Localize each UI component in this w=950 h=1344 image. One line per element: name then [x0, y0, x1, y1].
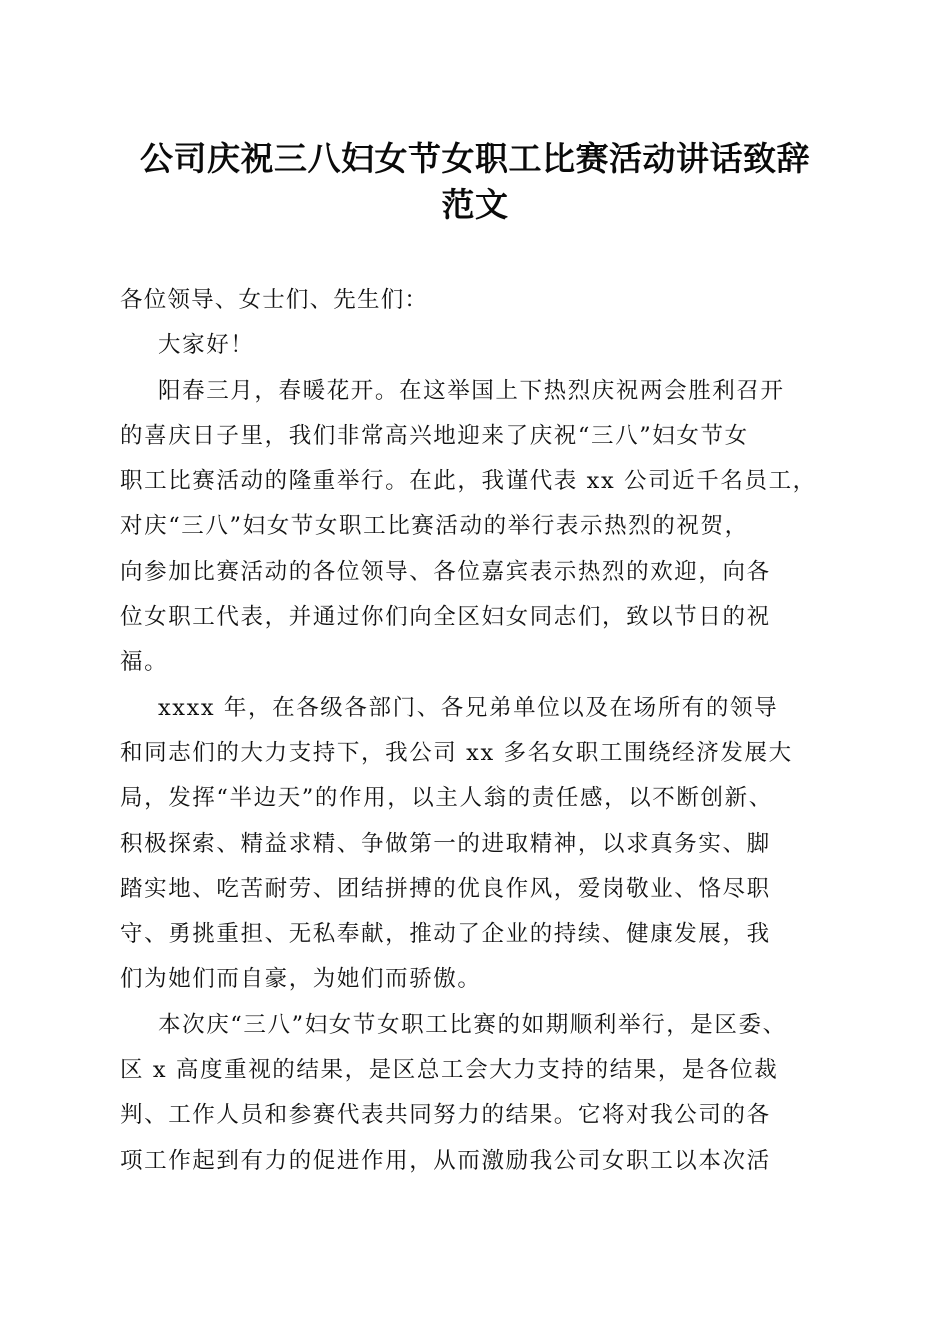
paragraph-line: 本次庆“三八”妇女节女职工比赛的如期顺利举行，是区委、 [158, 1011, 787, 1038]
paragraph-line: 项工作起到有力的促进作用，从而激励我公司女职工以本次活 [120, 1147, 771, 1174]
greeting: 大家好！ [158, 332, 255, 359]
paragraph-2 [120, 686, 832, 1003]
paragraph-line: 积极探索、精益求精、争做第一的进取精神，以求真务实、脚 [120, 830, 771, 857]
paragraph-line: 区 x 高度重视的结果，是区总工会大力支持的结果，是各位裁 [120, 1057, 779, 1084]
paragraph-line: 阳春三月，春暖花开。在这举国上下热烈庆祝两会胜利召开 [158, 377, 785, 404]
paragraph-line: 位女职工代表，并通过你们向全区妇女同志们，致以节日的祝 [120, 604, 771, 631]
paragraph-line: 局，发挥“半边天”的作用，以主人翁的责任感，以不断创新、 [120, 785, 773, 812]
paragraph-line: 的喜庆日子里，我们非常高兴地迎来了庆祝“三八”妇女节女 [120, 422, 749, 449]
title-line-1: 公司庆祝三八妇女节女职工比赛活动讲话致辞 [140, 139, 810, 178]
paragraph-3 [120, 1003, 832, 1184]
paragraph-line: 守、勇挑重担、无私奉献，推动了企业的持续、健康发展，我 [120, 921, 771, 948]
document-title [100, 136, 850, 228]
paragraph-line: 职工比赛活动的隆重举行。在此，我谨代表 xx 公司近千名员工， [120, 468, 817, 495]
document-body [120, 278, 832, 1184]
paragraph-line: 们为她们而自豪，为她们而骄傲。 [120, 966, 482, 993]
paragraph-line: 踏实地、吃苦耐劳、团结拼搏的优良作风，爱岗敬业、恪尽职 [120, 875, 771, 902]
paragraph-line: 对庆“三八”妇女节女职工比赛活动的举行表示热烈的祝贺， [120, 513, 749, 540]
paragraph-1 [120, 369, 832, 686]
paragraph-line: 向参加比赛活动的各位领导、各位嘉宾表示热烈的欢迎，向各 [120, 558, 771, 585]
title-line-2: 范文 [441, 185, 509, 224]
paragraph-line: 福。 [120, 649, 169, 676]
paragraph-line: 判、工作人员和参赛代表共同努力的结果。它将对我公司的各 [120, 1102, 771, 1129]
paragraph-line: xxxx 年，在各级各部门、各兄弟单位以及在场所有的领导 [158, 694, 779, 721]
paragraph-line: 和同志们的大力支持下，我公司 xx 多名女职工围绕经济发展大 [120, 739, 793, 766]
salutation: 各位领导、女士们、先生们： [120, 287, 429, 313]
